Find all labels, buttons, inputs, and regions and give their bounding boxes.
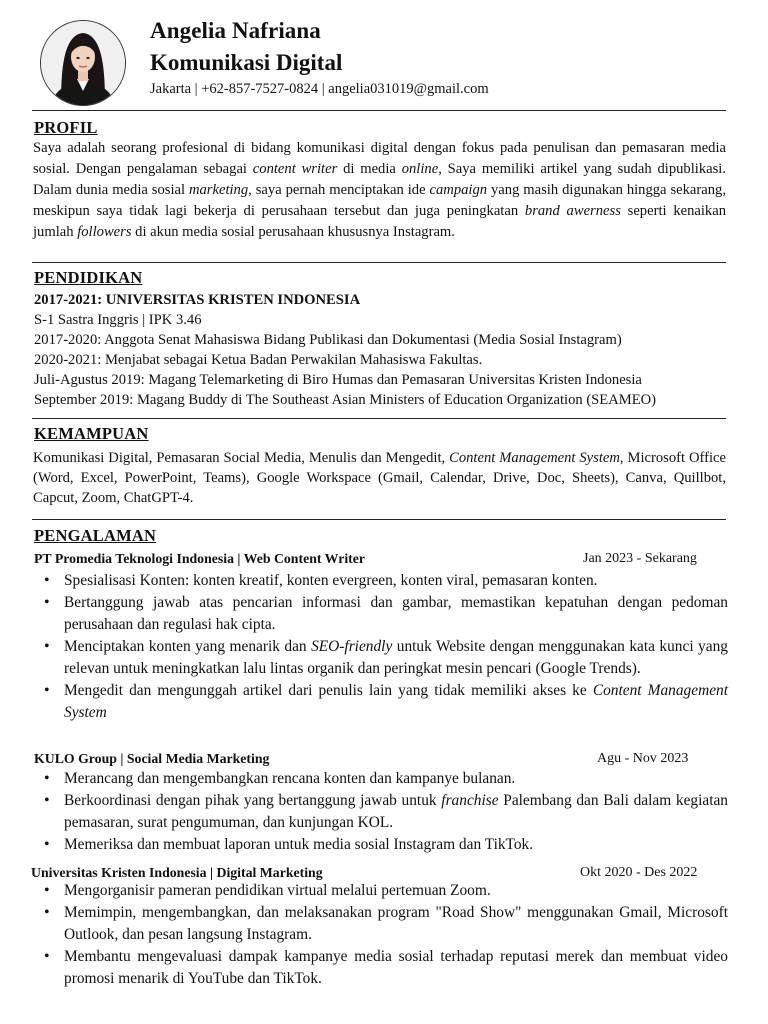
education-item: Juli-Agustus 2019: Magang Telemarketing di Biro Humas dan Pemasaran Universitas Kristen Indonesia	[34, 372, 642, 388]
job-date: Okt 2020 - Des 2022	[580, 865, 698, 880]
list-item: • Berkoordinasi dengan pihak yang bertanggung jawab untuk franchise Palembang dan Bali dalam kegiatan pemasaran, surat pengumuman, dan kunjungan KOL.	[64, 790, 728, 834]
list-item: • Membantu mengevaluasi dampak kampanye media sosial terhadap reputasi merek dan membuat video promosi menarik di YouTube dan TikTok.	[64, 946, 728, 990]
list-item: • Bertanggung jawab atas pencarian informasi dan gambar, memastikan kepatuhan dengan pedoman perusahaan dan regulasi hak cipta.	[64, 592, 728, 636]
profile-photo	[40, 20, 126, 106]
job-title: KULO Group | Social Media Marketing Agu - Nov 2023	[34, 751, 689, 766]
list-item: • Menciptakan konten yang menarik dan SEO-friendly untuk Website dengan menggunakan kata kunci yang relevan untuk meningkatkan lalu lintas organik dan peringkat mesin pencari (Google Trends).	[64, 636, 728, 680]
list-item: • Merancang dan mengembangkan rencana konten dan kampanye bulanan.	[64, 768, 728, 790]
divider	[32, 519, 726, 520]
job-title: Universitas Kristen Indonesia | Digital Marketing Okt 2020 - Des 2022	[31, 865, 698, 880]
list-item: • Mengedit dan mengunggah artikel dari penulis lain yang tidak memiliki akses ke Content Management System	[64, 680, 728, 724]
section-title-pendidikan: PENDIDIKAN	[34, 268, 143, 287]
full-name: Angelia Nafriana	[150, 18, 321, 43]
education-item: 2017-2020: Anggota Senat Mahasiswa Bidang Publikasi dan Dokumentasi (Media Sosial Instagram)	[34, 332, 622, 348]
contact-info: Jakarta | +62-857-7527-0824 | angelia031019@gmail.com	[150, 81, 489, 97]
education-item: 2020-2021: Menjabat sebagai Ketua Badan Perwakilan Mahasiswa Fakultas.	[34, 352, 483, 368]
education-item: S-1 Sastra Inggris | IPK 3.46	[34, 312, 202, 328]
resume-header	[36, 18, 736, 104]
job-role: Komunikasi Digital	[150, 50, 343, 75]
list-item: • Spesialisasi Konten: konten kreatif, konten evergreen, konten viral, pemasaran konten.	[64, 570, 728, 592]
section-title-kemampuan: KEMAMPUAN	[34, 424, 149, 443]
section-title-profil: PROFIL	[34, 118, 98, 137]
list-item: • Memimpin, mengembangkan, dan melaksanakan program "Road Show" menggunakan Gmail, Microsoft Outlook, dan pesan langsung Instagram.	[64, 902, 728, 946]
job-bullets	[34, 570, 728, 724]
education-item: September 2019: Magang Buddy di The Southeast Asian Ministers of Education Organization (SEAMEO)	[34, 392, 657, 408]
person-portrait-icon	[41, 21, 125, 105]
education-school: 2017-2021: UNIVERSITAS KRISTEN INDONESIA	[34, 292, 361, 308]
job-title: PT Promedia Teknologi Indonesia | Web Content Writer Jan 2023 - Sekarang	[34, 551, 697, 566]
job-bullets	[34, 880, 728, 990]
job-date: Agu - Nov 2023	[597, 751, 689, 766]
list-item: • Memeriksa dan membuat laporan untuk media sosial Instagram dan TikTok.	[64, 834, 728, 856]
divider	[32, 110, 726, 111]
skills-text: Komunikasi Digital, Pemasaran Social Media, Menulis dan Mengedit, Content Management System, Microsoft Office (Word, Excel, PowerPoint, Teams), Google Workspace (Gmail, Calendar, Drive, Doc, Sheets), Canva, Quillbot, Capcut, Zoom, ChatGPT-4.	[33, 450, 726, 506]
job-date: Jan 2023 - Sekarang	[583, 551, 697, 566]
job-bullets	[34, 768, 728, 856]
section-title-pengalaman: PENGALAMAN	[34, 526, 157, 545]
divider	[32, 418, 726, 419]
profile-summary: Saya adalah seorang profesional di bidang komunikasi digital dengan fokus pada penulisan dan pemasaran media sosial. Dengan pengalaman sebagai content writer di media online, Saya memiliki artikel yang sudah dipublikasi. Dalam dunia media sosial marketing, saya pernah menciptakan ide campaign yang masih digunakan hingga sekarang, meskipun saya tidak lagi bekerja di perusahaan tersebut dan juga peningkatan brand awerness seperti kenaikan jumlah followers di akun media sosial perusahaan khususnya Instagram.	[33, 140, 726, 240]
divider	[32, 262, 726, 263]
list-item: • Mengorganisir pameran pendidikan virtual melalui pertemuan Zoom.	[64, 880, 728, 902]
